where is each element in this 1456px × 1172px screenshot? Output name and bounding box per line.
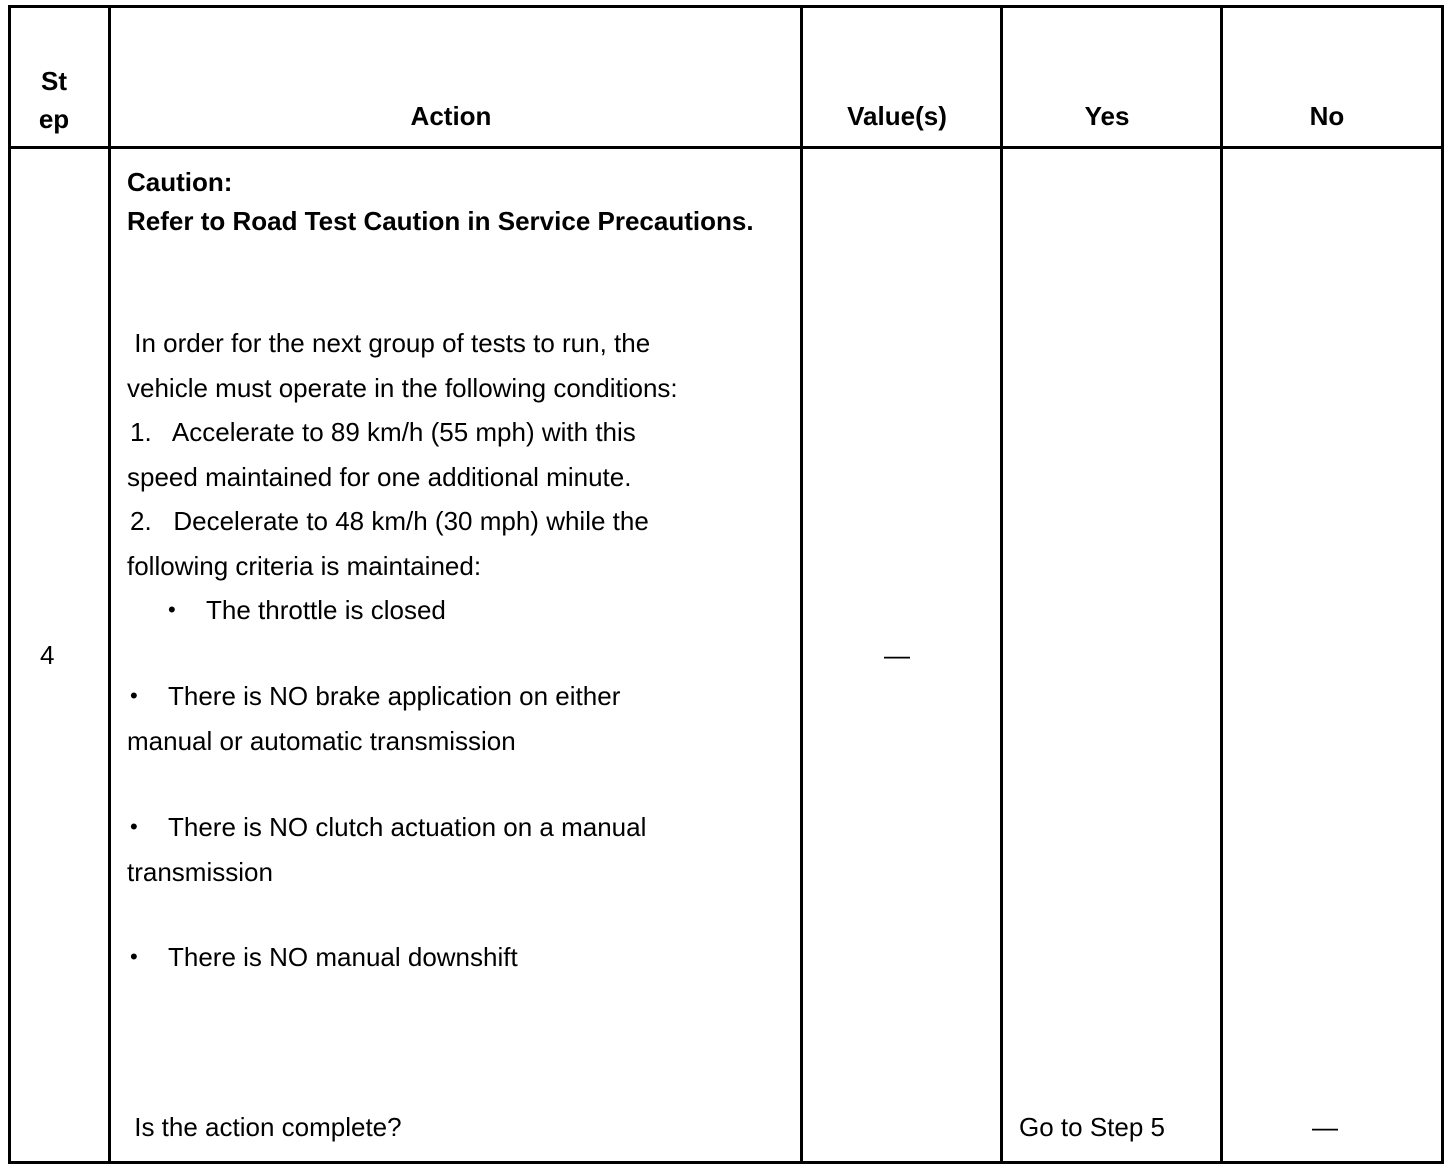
- header-action: Action: [410, 101, 492, 131]
- bullet-icon: •: [130, 814, 138, 839]
- bullet-downshift: There is NO manual downshift: [168, 942, 518, 972]
- column-divider: [108, 5, 111, 1164]
- header-step: [18, 62, 90, 138]
- table-border-bottom: [8, 1161, 1444, 1164]
- column-divider: [1220, 5, 1223, 1164]
- item1-line2: speed maintained for one additional minute.: [127, 462, 632, 492]
- item1-line1: 1. Accelerate to 89 km/h (55 mph) with this: [130, 417, 636, 447]
- item2-line1: 2. Decelerate to 48 km/h (30 mph) while the: [130, 506, 649, 536]
- bullet-clutch-line2: transmission: [127, 857, 273, 887]
- header-values: Value(s): [847, 101, 947, 131]
- bullet-clutch-line1: There is NO clutch actuation on a manual: [168, 812, 647, 842]
- intro-line2: vehicle must operate in the following conditions:: [127, 373, 678, 403]
- item2-line2: following criteria is maintained:: [127, 551, 482, 581]
- bullet-icon: •: [130, 683, 138, 708]
- table-border-right: [1441, 5, 1444, 1164]
- yes-go-to-step: Go to Step 5: [1019, 1112, 1165, 1142]
- intro-line1: In order for the next group of tests to run, the: [127, 328, 651, 358]
- table-border-top: [8, 5, 1444, 8]
- bullet-throttle: The throttle is closed: [206, 595, 446, 625]
- caution-title: Caution:: [127, 167, 233, 197]
- value-dash: —: [884, 640, 910, 670]
- table-border-left: [8, 5, 11, 1164]
- header-step-line2: ep: [38, 104, 70, 134]
- no-dash: —: [1312, 1112, 1338, 1142]
- header-yes: Yes: [1084, 101, 1130, 131]
- bullet-brake-line1: There is NO brake application on either: [168, 681, 621, 711]
- question-text: Is the action complete?: [127, 1112, 402, 1142]
- bullet-icon: •: [168, 597, 176, 622]
- header-step-line1: St: [41, 66, 67, 96]
- caution-text: Refer to Road Test Caution in Service Precautions.: [127, 206, 754, 236]
- step-number: 4: [40, 640, 55, 670]
- bullet-brake-line2: manual or automatic transmission: [127, 726, 516, 756]
- header-no: No: [1309, 101, 1345, 131]
- header-separator: [8, 146, 1444, 149]
- column-divider: [800, 5, 803, 1164]
- bullet-icon: •: [130, 944, 138, 969]
- column-divider: [1000, 5, 1003, 1164]
